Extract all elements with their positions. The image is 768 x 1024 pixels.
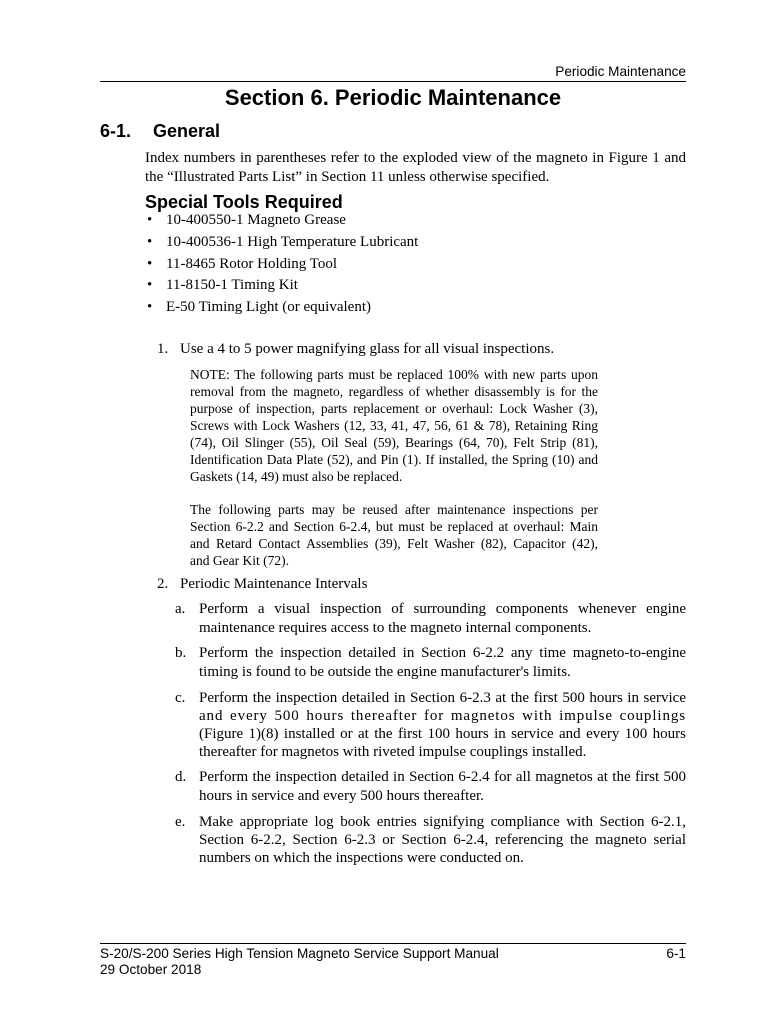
section-number: 6-1.	[100, 121, 132, 141]
item-letter: a.	[175, 600, 186, 617]
running-header	[100, 64, 686, 80]
item-line: hours in service and every 500 hours thereafter.	[199, 787, 484, 804]
tool-name: 10-400550-1 Magneto Grease	[166, 212, 346, 228]
note-line: The following parts may be reused after maintenance inspections per	[190, 501, 598, 517]
item-line: Section 6-2.2, Section 6-2.3 or Section 6-2.4, referencing the magneto serial	[199, 832, 686, 848]
interval-item-e	[175, 813, 686, 867]
tool-list-item	[145, 297, 686, 319]
special-tools-heading: Special Tools Required	[145, 192, 343, 212]
tool-list-item	[145, 232, 686, 254]
item-body	[199, 644, 686, 682]
item-body	[199, 813, 686, 867]
page-title: Section 6. Periodic Maintenance	[224, 85, 562, 110]
item-line: Perform the inspection detailed in Section 6-2.2 any time magneto-to-engine	[199, 644, 686, 661]
interval-item-b	[175, 644, 686, 682]
section-heading: General	[153, 121, 221, 141]
note-line: removal from the magneto, regardless of whether disassembly is for the	[190, 383, 598, 399]
step-text: Periodic Maintenance Intervals	[180, 575, 368, 592]
item-letter: c.	[175, 690, 186, 706]
note-line: purpose of inspection, parts replacement or overhaul: Lock Washer (3),	[190, 400, 598, 416]
tool-list-item	[145, 210, 686, 232]
footer-date: 29 October 2018	[100, 962, 202, 977]
tool-name: E-50 Timing Light (or equivalent)	[166, 299, 371, 315]
intro-line: the “Illustrated Parts List” in Section 11 unless otherwise specified.	[145, 168, 550, 185]
interval-item-a	[175, 600, 686, 638]
bullet-marker: •	[147, 299, 153, 315]
item-line: thereafter for magnetos with riveted impulse couplings installed.	[199, 744, 587, 760]
item-body	[199, 689, 686, 761]
item-letter: d.	[175, 768, 187, 785]
bullet-marker: •	[147, 255, 153, 272]
note-line: Identification Data Plate (52), and Pin (1). If installed, the Spring (10) and	[190, 451, 598, 467]
item-line: Make appropriate log book entries signifying compliance with Section 6-2.1,	[199, 814, 686, 830]
tool-name: 11-8150-1 Timing Kit	[166, 277, 298, 294]
interval-item-d	[175, 768, 686, 806]
step-text: Use a 4 to 5 power magnifying glass for all visual inspections.	[180, 340, 555, 357]
replacement-note	[190, 366, 598, 485]
bullet-marker: •	[147, 212, 153, 228]
item-line: (Figure 1)(8) installed or at the first 100 hours in service and every 100 hours	[199, 726, 686, 742]
item-line: Perform the inspection detailed in Section 6-2.4 for all magnetos at the first 500	[199, 768, 686, 785]
bullet-marker: •	[147, 233, 153, 250]
special-tools-list	[145, 210, 686, 319]
item-line: timing is found to be outside the engine manufacturer's limits.	[199, 663, 571, 680]
intro-line: Index numbers in parentheses refer to the exploded view of the magneto in Figure 1 and	[145, 149, 686, 166]
note-line: Gaskets (14, 49) must also be replaced.	[190, 468, 403, 484]
tool-list-item	[145, 254, 686, 276]
step-number: 1.	[157, 340, 169, 357]
item-line: Perform a visual inspection of surrounding components whenever engine	[199, 600, 686, 617]
tool-name: 11-8465 Rotor Holding Tool	[166, 255, 338, 272]
footer	[100, 946, 686, 962]
note-line: Screws with Lock Washers (12, 33, 41, 47, 56, 61 & 78), Retaining Ring	[190, 417, 598, 433]
item-letter: b.	[175, 644, 187, 661]
item-body	[199, 600, 686, 638]
item-line: maintenance requires access to the magneto internal components.	[199, 619, 592, 636]
footer-page-number: 6-1	[666, 946, 686, 961]
tool-list-item	[145, 275, 686, 297]
item-line: and every 500 hours thereafter for magnetos with impulse couplings	[199, 708, 686, 724]
note-line: and Gear Kit (72).	[190, 552, 289, 568]
footer-manual-title: S-20/S-200 Series High Tension Magneto Service Support Manual	[100, 946, 499, 961]
running-title: Periodic Maintenance	[555, 64, 686, 79]
footer-rule	[100, 943, 686, 944]
intro-paragraph	[145, 149, 686, 187]
step-number: 2.	[157, 575, 169, 592]
item-body	[199, 768, 686, 806]
note-line: (74), Oil Slinger (55), Oil Seal (59), Bearings (64, 70), Felt Strip (81),	[190, 434, 598, 450]
header-rule	[100, 81, 686, 82]
interval-item-c	[175, 689, 686, 761]
reuse-note	[190, 501, 598, 569]
bullet-marker: •	[147, 277, 153, 294]
note-line: NOTE: The following parts must be replaced 100% with new parts upon	[190, 366, 598, 382]
note-line: Section 6-2.2 and Section 6-2.4, but must be replaced at overhaul: Main	[190, 518, 598, 534]
item-letter: e.	[175, 814, 186, 830]
note-line: and Retard Contact Assemblies (39), Felt Washer (82), Capacitor (42),	[190, 535, 598, 551]
item-line: Perform the inspection detailed in Section 6-2.3 at the first 500 hours in service	[199, 690, 686, 706]
item-line: numbers on which the inspections were conducted on.	[199, 850, 524, 866]
tool-name: 10-400536-1 High Temperature Lubricant	[166, 233, 419, 250]
